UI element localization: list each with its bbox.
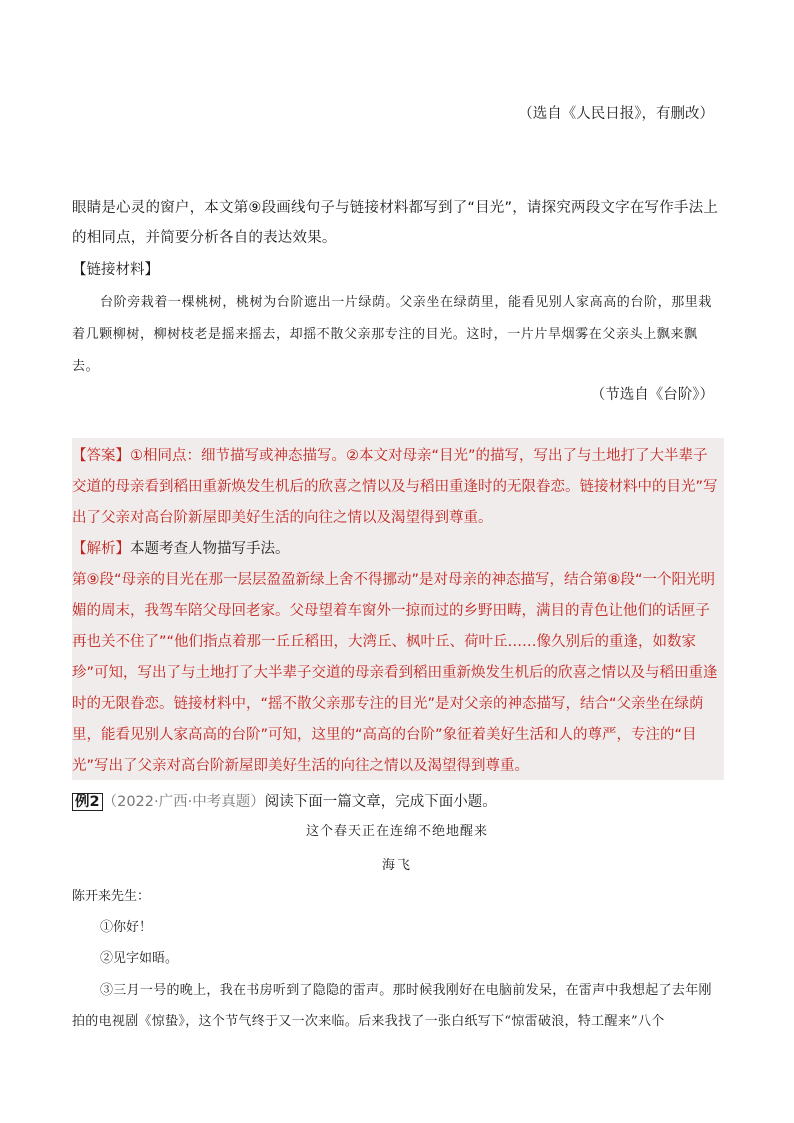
source-citation: （选自《人民日报》，有删改） — [518, 106, 714, 122]
question-text: 眼睛是心灵的窗户，本文第⑨段画线句子与链接材料都写到了“目光”，请探究两段文字在写作手法上的相同点，并简要分析各自的表达效果。 — [72, 200, 719, 246]
link-material-text: 台阶旁栽着一棵桃树，桃树为台阶遮出一片绿荫。父亲坐在绿荫里，能看见别人家高高的台阶，那里栽着几颗柳树，柳树枝老是摇来摇去，却摇不散父亲那专注的目光。这时，一片片旱烟雾在父亲头上飘来飘去。 — [72, 295, 713, 374]
article-paragraph-1: ①你好！ — [100, 920, 153, 935]
answer-text: ①相同点：细节描写或神态描写。②本文对母亲“目光”的描写，写出了与土地打了大半辈子交道的母亲看到稻田重新焕发生机后的欣喜之情以及与稻田重逢时的无限眷恋。链接材料中的目光”写出了父亲对高台阶新屋即美好生活的向往之情以及渴望得到尊重。 — [72, 448, 718, 526]
analysis-block — [72, 534, 722, 782]
example2-heading — [72, 790, 497, 811]
example2-source: （2022·广西·中考真题） — [102, 794, 265, 810]
article-paragraph-2: ②见字如晤。 — [100, 951, 179, 966]
analysis-intro: 本题考查人物描写手法。 — [130, 541, 290, 557]
article-paragraph-3: ③三月一号的晚上，我在书房听到了隐隐的雷声。那时候我刚好在电脑前发呆，在雷声中我想起了去年刚拍的电视剧《惊蛰》，这个节气终于又一次来临。后来我找了一张白纸写下“惊雷破浪，特工醒来”八个 — [72, 983, 712, 1029]
analysis-text: 第⑨段“母亲的目光在那一层层盈盈新绿上舍不得挪动”是对母亲的神态描写，结合第⑧段“一个阳光明媚的周末，我驾车陪父母回老家。父母望着车窗外一掠而过的乡野田畴，满目的青色让他们的话匣子再也关不住了”“他们指点着那一丘丘稻田，大湾丘、枫叶丘、荷叶丘……像久别后的重逢，如数家珍”可知，写出了与土地打了大半辈子交道的母亲看到稻田重新焕发生机后的欣喜之情以及与稻田重逢时的无限眷恋。链接材料中，“摇不散父亲那专注的目光”是对父亲的神态描写，结合“父亲坐在绿荫里，能看见别人家高高的台阶”可知，这里的“高高的台阶”象征着美好生活和人的尊严，专注的“目光”写出了父亲对高台阶新屋即美好生活的向往之情以及渴望得到尊重。 — [72, 572, 718, 774]
article-salutation: 陈开来先生： — [72, 889, 151, 904]
example2-label: 例2 — [72, 793, 103, 811]
article-author: 海飞 — [381, 858, 412, 873]
link-material-tag: 【链接材料】 — [72, 262, 159, 278]
article-title: 这个春天正在连绵不绝地醒来 — [305, 824, 488, 839]
answer-label: 【答案】 — [72, 448, 130, 464]
example2-instruction: 阅读下面一篇文章，完成下面小题。 — [264, 794, 497, 810]
answer-block — [72, 441, 722, 534]
analysis-label: 【解析】 — [72, 541, 130, 557]
link-material-source: （节选自《台阶》） — [590, 387, 714, 403]
